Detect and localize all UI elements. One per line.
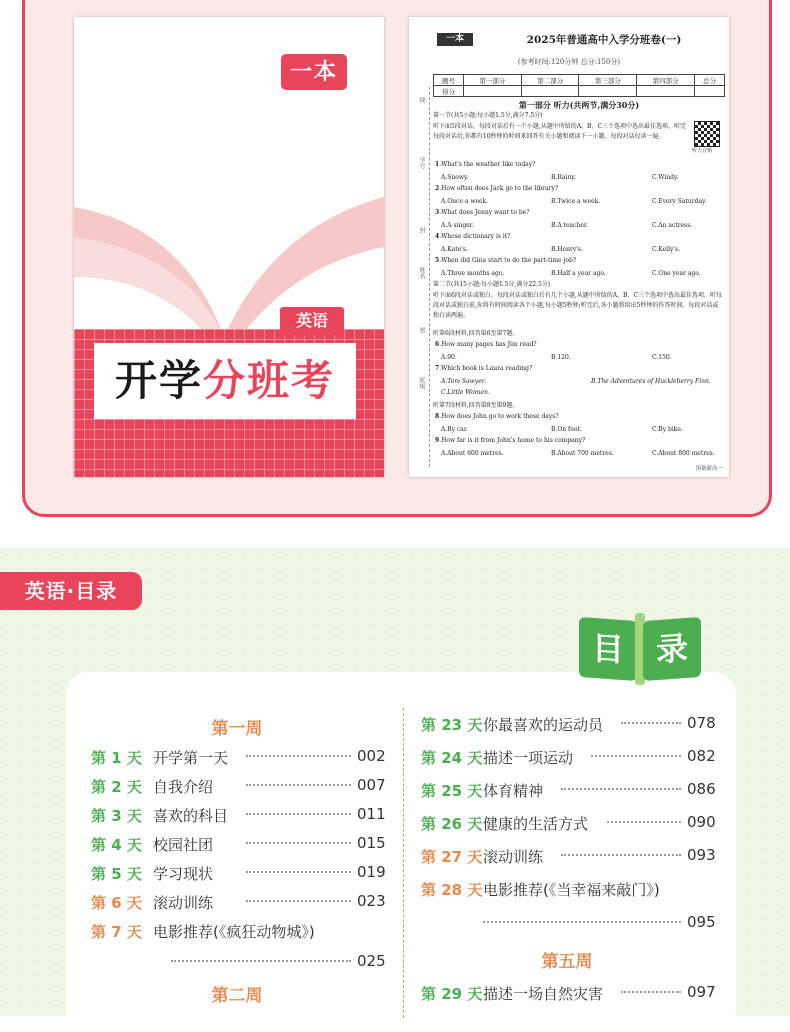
question-text: What does Jenny want to be? xyxy=(441,209,530,216)
option-c: C.Kelly's. xyxy=(652,246,681,253)
question-number: 7 xyxy=(435,365,440,372)
side-label: 姓名 xyxy=(418,267,425,279)
table-header-cell: 总分 xyxy=(695,75,725,86)
option-b: B.Rainy. xyxy=(551,174,576,181)
exam-footer: 预备新高一 xyxy=(695,466,723,472)
option-c: C.Windy. xyxy=(652,174,679,181)
toc-day: 第 2 天 xyxy=(91,778,142,796)
exam-page xyxy=(409,17,729,477)
question-text: How does John go to work these days? xyxy=(441,413,559,420)
cover-title-part1: 开学 xyxy=(114,356,203,405)
option-c: C.One year ago. xyxy=(652,270,701,277)
week-heading: 第五周 xyxy=(541,952,593,972)
toc-day: 第 26 天 xyxy=(421,815,483,833)
option-a: A.About 600 metres. xyxy=(441,450,504,457)
toc-title: 喜欢的科目 xyxy=(153,807,229,825)
option-b: B.The Adventures of Huckleberry Finn. xyxy=(591,378,711,385)
toc-title: 你最喜欢的运动员 xyxy=(483,716,604,734)
toc-page: 093 xyxy=(687,846,716,864)
question: 6.How many pages has Jim read? xyxy=(435,341,537,348)
qr-label: 听力音频 xyxy=(692,148,713,154)
side-label: 封 xyxy=(418,227,425,233)
toc-day: 第 23 天 xyxy=(421,716,483,734)
binding-margin xyxy=(415,87,430,467)
toc-leader xyxy=(246,842,351,844)
toc-entry[interactable] xyxy=(421,747,721,767)
material-note: 听第7段材料,回答第8至第9题。 xyxy=(433,402,519,409)
toc-leader xyxy=(561,788,681,790)
toc-entry[interactable] xyxy=(91,805,391,825)
toc-title: 体育精神 xyxy=(483,782,544,800)
toc-leader xyxy=(246,784,351,786)
question-text: When did Gina start to do the part-time job? xyxy=(441,257,577,264)
part-heading: 第一部分 听力(共两节,满分30分) xyxy=(518,100,640,110)
toc-leader xyxy=(591,755,681,757)
toc-title: 校园社团 xyxy=(153,836,214,854)
toc-page: 078 xyxy=(687,714,716,732)
question-number: 9 xyxy=(435,437,440,444)
toc-title: 描述一项运动 xyxy=(483,749,574,767)
cover-subject-tag: 英语 xyxy=(280,307,344,335)
cover-title-part2: 分班考 xyxy=(203,356,336,405)
table-cell xyxy=(579,86,637,97)
option-c: C.Little Women. xyxy=(441,389,490,396)
option-b: B.120. xyxy=(551,354,571,361)
toc-leader xyxy=(246,900,351,902)
question-number: 6 xyxy=(435,341,440,348)
option-c: C.An actress. xyxy=(652,222,693,229)
option-a: A.Snowy. xyxy=(441,174,469,181)
option-b: B.On foot. xyxy=(551,426,582,433)
toc-day: 第 4 天 xyxy=(91,836,142,854)
toc-leader xyxy=(483,921,681,923)
table-cell xyxy=(695,86,725,97)
toc-entry[interactable] xyxy=(91,776,391,796)
option-b: B.Henry's. xyxy=(551,246,583,253)
toc-entry[interactable] xyxy=(421,813,721,833)
question: 1.What's the weather like today? xyxy=(435,161,536,168)
toc-day: 第 3 天 xyxy=(91,807,142,825)
table-cell xyxy=(521,86,579,97)
toc-day: 第 1 天 xyxy=(91,749,142,767)
question-number: 4 xyxy=(435,233,440,240)
option-a: A.90. xyxy=(441,354,457,361)
option-b: B.Half a year ago. xyxy=(551,270,606,277)
toc-day: 第 24 天 xyxy=(421,749,483,767)
question-number: 2 xyxy=(435,185,440,192)
question-text: How many pages has Jim read? xyxy=(441,341,537,348)
table-row-label: 得分 xyxy=(434,86,464,97)
toc-entry[interactable] xyxy=(91,921,391,971)
toc-page: 097 xyxy=(687,983,716,1001)
toc-leader xyxy=(621,991,681,993)
material-note: 听第6段材料,回答第6至第7题。 xyxy=(433,330,519,337)
toc-entry[interactable] xyxy=(421,714,721,734)
question-text: What's the weather like today? xyxy=(441,161,536,168)
toc-title: 自我介绍 xyxy=(153,778,214,796)
toc-page: 007 xyxy=(357,776,386,794)
question: 5.When did Gina start to do the part-time job? xyxy=(435,257,577,264)
toc-title: 滚动训练 xyxy=(153,894,214,912)
toc-entry[interactable] xyxy=(421,846,721,866)
toc-badge-right: 录 xyxy=(643,617,701,681)
table-header-cell: 题号 xyxy=(434,75,464,86)
toc-entry[interactable] xyxy=(421,879,721,934)
question: 3.What does Jenny want to be? xyxy=(435,209,530,216)
side-label: 线 xyxy=(418,97,425,103)
toc-day: 第 29 天 xyxy=(421,985,483,1003)
option-b: B.Twice a week. xyxy=(551,198,601,205)
question-text: How far is it from John's home to his company? xyxy=(441,437,586,444)
toc-leader xyxy=(621,722,681,724)
toc-badge-left: 目 xyxy=(579,617,637,681)
side-label: 班级 xyxy=(418,377,425,389)
section-instructions: 听下面5段对话。每段对话后有一个小题,从题中所给的A、B、C三个选项中选出最佳选项。听完每段对话后,你都有10秒钟的时间来回答有关小题和阅读下一小题。每段对话仅读一遍。 xyxy=(433,123,687,140)
table-cell xyxy=(463,86,521,97)
question-number: 5 xyxy=(435,257,440,264)
option-c: C.About 800 metres. xyxy=(652,450,715,457)
toc-title: 学习现状 xyxy=(153,865,214,883)
book-cover xyxy=(74,17,384,477)
table-header-cell: 第二部分 xyxy=(521,75,579,86)
toc-leader xyxy=(171,960,351,962)
section-heading: 第一节(共5小题;每小题1.5分,满分7.5分) xyxy=(433,112,543,119)
toc-page: 011 xyxy=(357,805,386,823)
toc-title: 电影推荐(《当幸福来敲门》) xyxy=(483,881,660,899)
option-a: A.Three months ago. xyxy=(441,270,505,277)
toc-panel xyxy=(0,548,790,1016)
option-a: A.Once a week. xyxy=(441,198,489,205)
table-cell xyxy=(637,86,695,97)
option-a: A.A singer. xyxy=(441,222,474,229)
question: 9.How far is it from John's home to his company? xyxy=(435,437,586,444)
option-c: C.By bike. xyxy=(652,426,683,433)
toc-book-icon xyxy=(579,613,705,685)
side-label: 密 xyxy=(418,327,425,333)
option-a: A.Tom Sawyer. xyxy=(441,378,486,385)
toc-page: 090 xyxy=(687,813,716,831)
toc-page: 086 xyxy=(687,780,716,798)
table-header-cell: 第一部分 xyxy=(463,75,521,86)
question-number: 1 xyxy=(435,161,440,168)
question-number: 8 xyxy=(435,413,440,420)
toc-page: 019 xyxy=(357,863,386,881)
toc-day: 第 5 天 xyxy=(91,865,142,883)
toc-leader xyxy=(246,871,351,873)
toc-leader xyxy=(246,813,351,815)
cover-logo: 一本 xyxy=(281,54,347,90)
option-b: B.A teacher. xyxy=(551,222,588,229)
qr-code-icon xyxy=(694,121,720,147)
toc-day: 第 25 天 xyxy=(421,782,483,800)
exam-title: 2025年普通高中入学分班卷(一) xyxy=(526,34,682,46)
toc-title: 开学第一天 xyxy=(153,749,229,767)
section-heading: 第二节(共15小题;每小题1.5分,满分22.5分) xyxy=(433,281,551,288)
option-b: B.About 700 metres. xyxy=(551,450,614,457)
toc-title: 描述一场自然灾害 xyxy=(483,985,604,1003)
toc-leader xyxy=(246,755,351,757)
question-text: How often does Jack go to the library? xyxy=(441,185,559,192)
toc-title: 滚动训练 xyxy=(483,848,544,866)
toc-day: 第 6 天 xyxy=(91,894,142,912)
question: 7.Which book is Laura reading? xyxy=(435,365,533,372)
toc-day: 第 28 天 xyxy=(421,881,483,899)
toc-divider xyxy=(403,708,404,1018)
exam-logo: 一本 xyxy=(437,33,473,46)
toc-entry[interactable] xyxy=(91,834,391,854)
toc-title: 电影推荐(《疯狂动物城》) xyxy=(153,923,315,941)
toc-page: 095 xyxy=(687,913,716,931)
section-tab: 英语·目录 xyxy=(0,572,142,610)
toc-page: 082 xyxy=(687,747,716,765)
toc-page: 015 xyxy=(357,834,386,852)
toc-day: 第 27 天 xyxy=(421,848,483,866)
toc-page: 025 xyxy=(357,952,386,970)
section-instructions: 听下面6段对话或独白。每段对话或独白后有几个小题,从题中所给的A、B、C三个选项中选出最佳选项。听每段对话或独白前,你将有时间阅读各个小题,每小题5秒钟;听完后,各小题将给出5秒钟的作答时间。每段对话或独白读两遍。 xyxy=(433,292,723,319)
table-header-cell: 第三部分 xyxy=(579,75,637,86)
cover-title xyxy=(94,343,356,419)
table-header-cell: 第四部分 xyxy=(637,75,695,86)
toc-title: 健康的生活方式 xyxy=(483,815,589,833)
question: 4.Whose dictionary is it? xyxy=(435,233,511,240)
toc-leader xyxy=(607,821,681,823)
toc-entry[interactable] xyxy=(91,863,391,883)
score-table xyxy=(433,74,725,97)
toc-page: 002 xyxy=(357,747,386,765)
toc-entry[interactable] xyxy=(421,780,721,800)
option-c: C.Every Saturday. xyxy=(652,198,707,205)
toc-day: 第 7 天 xyxy=(91,923,142,941)
question: 8.How does John go to work these days? xyxy=(435,413,559,420)
week-heading: 第一周 xyxy=(211,719,263,739)
question-number: 3 xyxy=(435,209,440,216)
week-heading: 第二周 xyxy=(211,986,263,1006)
question-text: Whose dictionary is it? xyxy=(441,233,511,240)
option-a: A.By car. xyxy=(441,426,468,433)
toc-entry[interactable] xyxy=(421,983,721,1003)
option-c: C.150. xyxy=(652,354,672,361)
side-label: 学号 xyxy=(418,157,425,169)
toc-entry[interactable] xyxy=(91,747,391,767)
option-a: A.Kate's. xyxy=(441,246,468,253)
toc-leader xyxy=(561,854,681,856)
question: 2.How often does Jack go to the library? xyxy=(435,185,559,192)
question-text: Which book is Laura reading? xyxy=(441,365,533,372)
toc-page: 023 xyxy=(357,892,386,910)
exam-subtitle: (参考时间:120分钟 总分:150分) xyxy=(517,58,621,66)
toc-entry[interactable] xyxy=(91,892,391,912)
